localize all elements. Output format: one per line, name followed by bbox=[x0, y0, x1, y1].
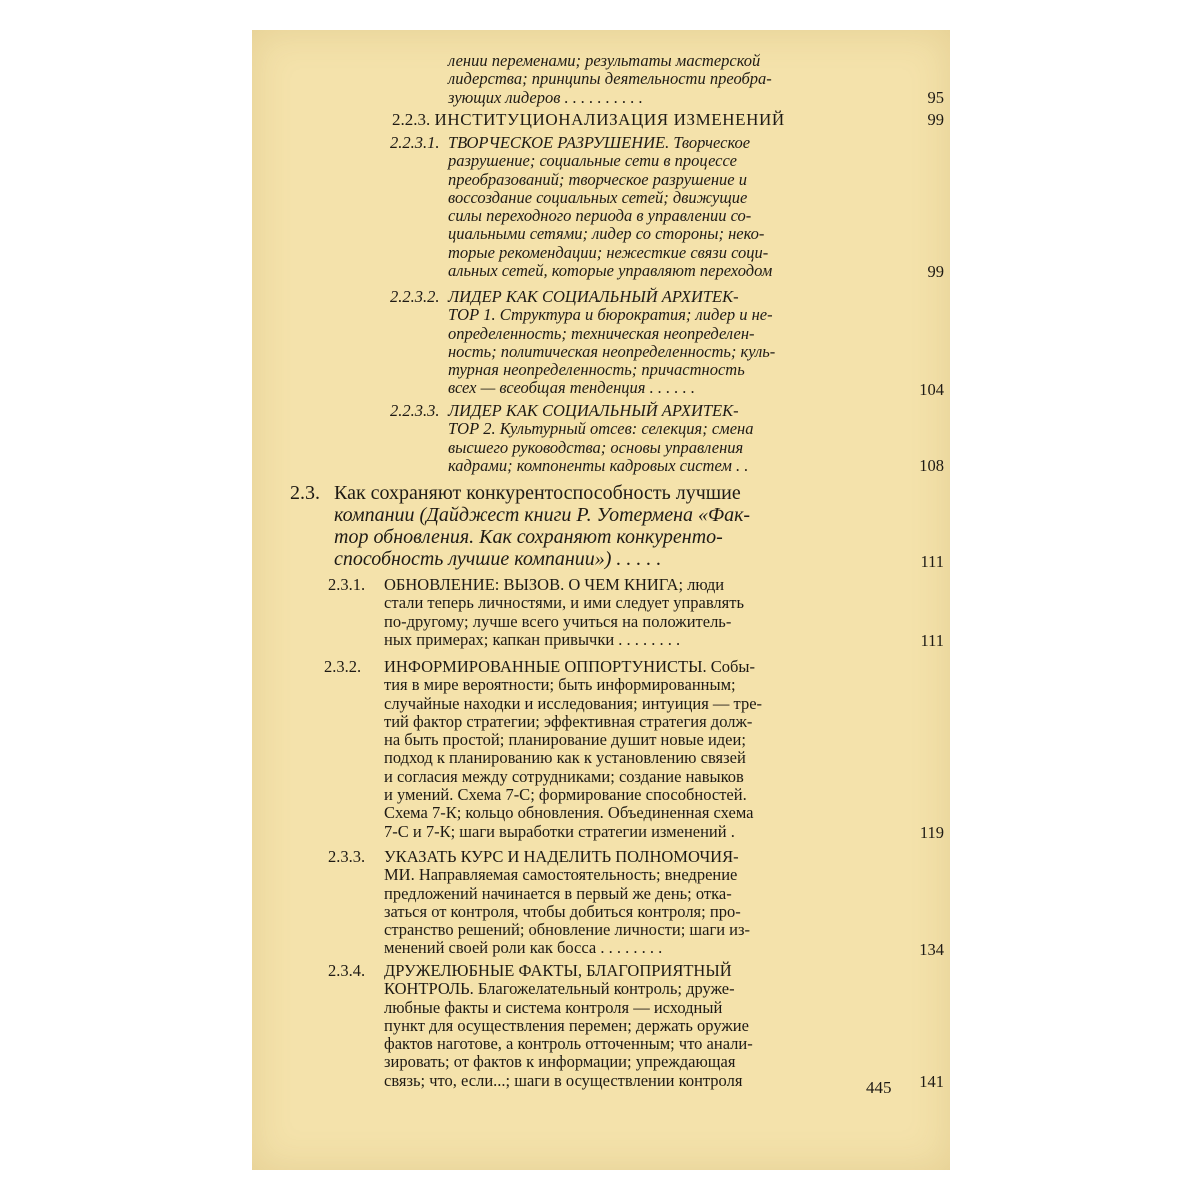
toc-line: ДРУЖЕЛЮБНЫЕ ФАКТЫ, БЛАГОПРИЯТНЫЙ bbox=[384, 961, 732, 980]
toc-entry-2-3-4 bbox=[328, 962, 902, 1090]
toc-line: тия в мире вероятности; быть информированным; bbox=[384, 675, 736, 695]
page-ref: 108 bbox=[919, 456, 944, 475]
section-code: 2.2.3.1. bbox=[390, 133, 440, 152]
toc-line: на быть простой; планирование душит новые идеи; bbox=[384, 730, 746, 750]
page-ref: 95 bbox=[927, 88, 944, 107]
toc-line: разрушение; социальные сети в процессе bbox=[448, 151, 737, 171]
toc-line: пункт для осуществления перемен; держать оружие bbox=[384, 1015, 749, 1035]
toc-line: Как сохраняют конкурентоспособность лучшие bbox=[334, 482, 741, 504]
toc-entry-2-3 bbox=[290, 482, 860, 570]
toc-line: по-другому; лучше всего учиться на положитель- bbox=[384, 611, 732, 631]
toc-line: способность лучшие компании») . . . . . bbox=[334, 548, 662, 570]
toc-line: тор обновления. Как сохраняют конкуренто- bbox=[334, 526, 723, 548]
toc-line: 7-С и 7-К; шаги выработки стратегии изменений . bbox=[384, 821, 735, 841]
toc-line: воссоздание социальных сетей; движущие bbox=[448, 187, 748, 207]
toc-line: и умений. Схема 7-С; формирование способностей. bbox=[384, 785, 747, 805]
page-ref: 111 bbox=[920, 631, 944, 650]
toc-line: высшего руководства; основы управления bbox=[448, 437, 744, 457]
section-code: 2.2.3.2. bbox=[390, 287, 440, 306]
page-ref: 141 bbox=[919, 1072, 944, 1091]
page-ref: 119 bbox=[919, 823, 944, 842]
toc-line: зировать; от фактов к информации; упреждающая bbox=[384, 1052, 736, 1072]
section-code: 2.2.3.3. bbox=[390, 401, 440, 420]
toc-entry-2-2-3 bbox=[392, 110, 902, 130]
toc-line: случайные находки и исследования; интуиция — тре- bbox=[384, 693, 763, 713]
toc-line: и согласия между сотрудниками; создание навыков bbox=[384, 766, 744, 786]
toc-line: ТОР 2. Культурный отсев: селекция; смена bbox=[448, 419, 754, 439]
toc-entry-2-3-2 bbox=[324, 658, 902, 841]
toc-line: альных сетей, которые управляют переходом bbox=[448, 261, 773, 281]
toc-line: ЛИДЕР КАК СОЦИАЛЬНЫЙ АРХИТЕК- bbox=[448, 401, 739, 420]
toc-line: турная неопределенность; причастность bbox=[448, 360, 745, 380]
toc-line: кадрами; компоненты кадровых систем . . bbox=[448, 455, 749, 475]
toc-line: лидерства; принципы деятельности преобра- bbox=[448, 69, 772, 89]
document-page bbox=[252, 30, 950, 1170]
toc-line: ОБНОВЛЕНИЕ: ВЫЗОВ. О ЧЕМ КНИГА; люди bbox=[384, 575, 725, 594]
toc-line: определенность; техническая неопределен- bbox=[448, 323, 755, 343]
page-number: 445 bbox=[866, 1078, 892, 1097]
page-ref: 99 bbox=[927, 110, 944, 129]
page-ref: 134 bbox=[919, 940, 944, 959]
toc-line: лении переменами; результаты мастерской bbox=[448, 51, 761, 70]
toc-entry-2-2-3-3 bbox=[390, 402, 902, 475]
page-ref: 99 bbox=[927, 262, 944, 281]
toc-line: ТОР 1. Структура и бюрократия; лидер и не- bbox=[448, 305, 773, 325]
section-title: ИНСТИТУЦИОНАЛИЗАЦИЯ ИЗМЕНЕНИЙ bbox=[434, 110, 785, 129]
toc-line: подход к планированию как к установлению связей bbox=[384, 748, 746, 768]
toc-line: ТВОРЧЕСКОЕ РАЗРУШЕНИЕ. Творческое bbox=[448, 133, 751, 152]
toc-line: циальными сетями; лидер со стороны; неко- bbox=[448, 224, 765, 244]
toc-line: связь; что, если...; шаги в осуществлении контроля bbox=[384, 1070, 743, 1090]
toc-entry-2-3-3 bbox=[328, 848, 902, 958]
page-ref: 111 bbox=[920, 552, 944, 571]
section-code: 2.2.3. bbox=[392, 110, 431, 129]
toc-line: ность; политическая неопределенность; куль- bbox=[448, 341, 776, 361]
toc-entry-2-2-3-1 bbox=[390, 134, 902, 280]
toc-line: любные факты и система контроля — исходный bbox=[384, 997, 723, 1017]
section-code: 2.3.4. bbox=[328, 961, 366, 980]
toc-line: зующих лидеров . . . . . . . . . . bbox=[448, 87, 643, 107]
toc-entry-continuation bbox=[448, 52, 900, 107]
toc-line: странство решений; обновление личности; шаги из- bbox=[384, 920, 751, 940]
toc-line: менений своей роли как босса . . . . . . . . bbox=[384, 938, 663, 958]
toc-line: всех — всеобщая тенденция . . . . . . bbox=[448, 378, 695, 398]
toc-line: ЛИДЕР КАК СОЦИАЛЬНЫЙ АРХИТЕК- bbox=[448, 287, 739, 306]
toc-line: УКАЗАТЬ КУРС И НАДЕЛИТЬ ПОЛНОМОЧИЯ- bbox=[384, 847, 739, 866]
section-code: 2.3.2. bbox=[324, 657, 362, 676]
toc-line: Схема 7-К; кольцо обновления. Объединенная схема bbox=[384, 803, 754, 823]
page-ref: 104 bbox=[919, 380, 944, 399]
toc-line: ИНФОРМИРОВАННЫЕ ОППОРТУНИСТЫ. Собы- bbox=[384, 657, 755, 676]
toc-entry-2-3-1 bbox=[328, 576, 902, 649]
toc-line: КОНТРОЛЬ. Благожелательный контроль; друже- bbox=[384, 979, 735, 999]
toc-line: стали теперь личностями, и ими следует управлять bbox=[384, 593, 744, 613]
toc-line: компании (Дайджест книги Р. Уотермена «Фак- bbox=[334, 504, 751, 526]
section-code: 2.3. bbox=[290, 482, 320, 504]
toc-line: ных примерах; капкан привычки . . . . . . . . bbox=[384, 629, 681, 649]
toc-line: фактов наготове, а контроль отточенным; что анали- bbox=[384, 1034, 753, 1054]
toc-line: силы переходного периода в управлении со- bbox=[448, 206, 752, 226]
toc-line: МИ. Направляемая самостоятельность; внедрение bbox=[384, 865, 738, 885]
toc-line: заться от контроля, чтобы добиться контроля; про- bbox=[384, 901, 741, 921]
toc-entry-2-2-3-2 bbox=[390, 288, 902, 398]
toc-line: торые рекомендации; нежесткие связи соци- bbox=[448, 242, 769, 262]
toc-line: предложений начинается в первый же день; отка- bbox=[384, 883, 732, 903]
toc-line: тий фактор стратегии; эффективная стратегия долж- bbox=[384, 711, 753, 731]
section-code: 2.3.3. bbox=[328, 847, 366, 866]
toc-line: преобразований; творческое разрушение и bbox=[448, 169, 747, 189]
section-code: 2.3.1. bbox=[328, 575, 366, 594]
